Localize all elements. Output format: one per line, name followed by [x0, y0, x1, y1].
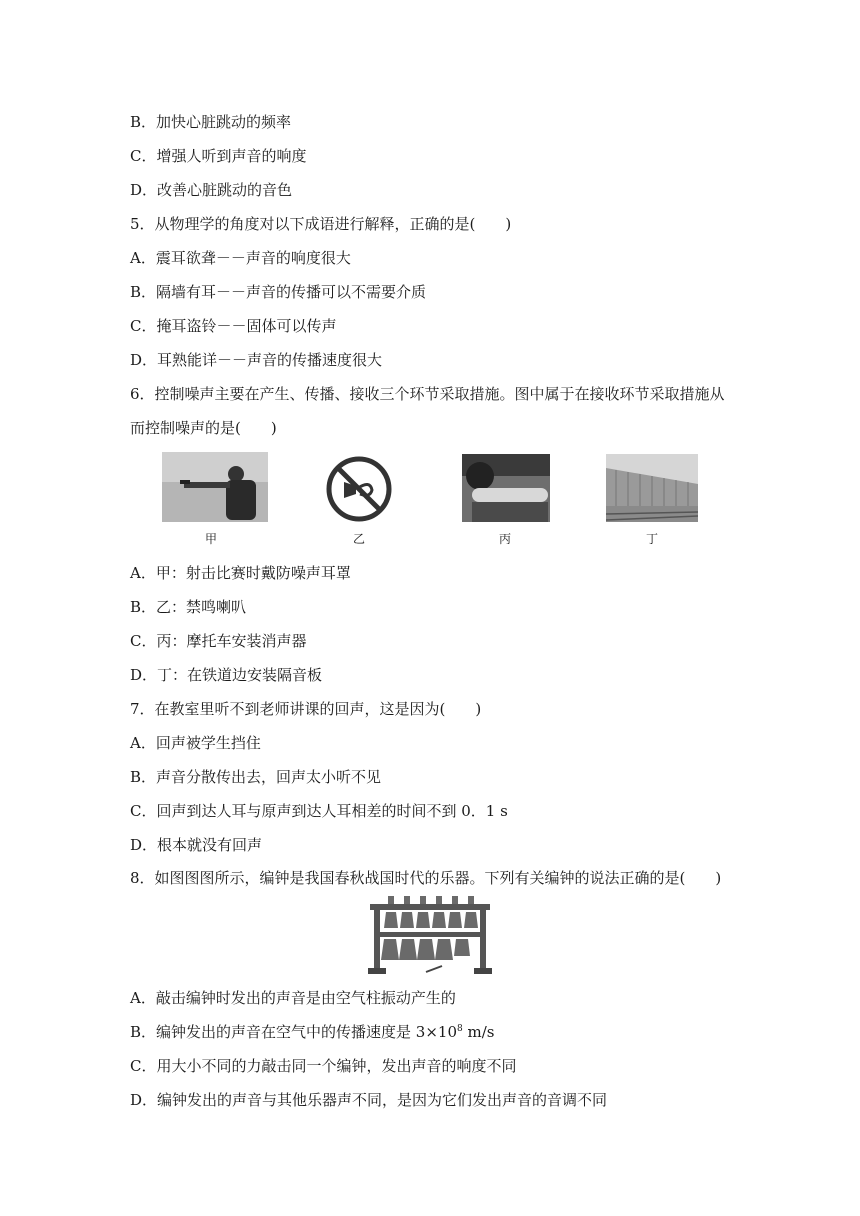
q8-option-a: A．敲击编钟时发出的声音是由空气柱振动产生的	[130, 989, 456, 1007]
q5-option-d: D．耳熟能详－－声音的传播速度很大	[130, 351, 383, 369]
q8-option-b-exponent: 8	[457, 1024, 463, 1034]
motorcycle-muffler-photo	[462, 454, 550, 522]
q4-option-d: D．改善心脏跳动的音色	[130, 181, 293, 199]
q8-option-b-unit: m/s	[462, 1023, 495, 1041]
q5-option-a: A．震耳欲聋－－声音的响度很大	[130, 249, 351, 267]
q7-option-a: A．回声被学生挡住	[130, 734, 261, 752]
q6-option-d: D．丁：在铁道边安装隔音板	[130, 666, 323, 684]
q7-option-c: C．回声到达人耳与原声到达人耳相差的时间不到 0．1 s	[130, 802, 508, 820]
q8-stem: 8．如图图图所示，编钟是我国春秋战国时代的乐器。下列有关编钟的说法正确的是( )	[130, 869, 722, 887]
q8-option-d: D．编钟发出的声音与其他乐器声不同，是因为它们发出声音的音调不同	[130, 1091, 608, 1109]
q7-stem: 7．在教室里听不到老师讲课的回声，这是因为( )	[130, 700, 482, 718]
caption-bing: 丙	[498, 532, 511, 546]
q8-option-c: C．用大小不同的力敲击同一个编钟，发出声音的响度不同	[130, 1057, 517, 1075]
bianzhong-bells-photo	[366, 894, 494, 976]
q5-option-c: C．掩耳盗铃－－固体可以传声	[130, 317, 337, 335]
shooter-earmuff-photo	[162, 452, 268, 522]
caption-yi: 乙	[352, 532, 365, 546]
q5-stem: 5．从物理学的角度对以下成语进行解释，正确的是( )	[130, 215, 512, 233]
q4-option-b: B．加快心脏跳动的频率	[130, 113, 292, 131]
q6-option-c: C．丙：摩托车安装消声器	[130, 632, 307, 650]
caption-jia: 甲	[204, 532, 217, 546]
q7-option-b: B．声音分散传出去，回声太小听不见	[130, 768, 382, 786]
q8-option-b	[130, 1022, 494, 1042]
no-horn-sign-icon	[326, 456, 392, 522]
q8-option-b-text: B．编钟发出的声音在空气中的传播速度是 3×10	[130, 1023, 457, 1041]
q6-stem-line1: 6．控制噪声主要在产生、传播、接收三个环节采取措施。图中属于在接收环节采取措施从	[130, 385, 725, 403]
q6-stem-line2: 而控制噪声的是( )	[130, 419, 277, 437]
q4-option-c: C．增强人听到声音的响度	[130, 147, 307, 165]
q5-option-b: B．隔墙有耳－－声音的传播可以不需要介质	[130, 283, 427, 301]
q7-option-d: D．根本就没有回声	[130, 836, 263, 854]
railway-sound-barrier-photo	[606, 454, 698, 522]
caption-ding: 丁	[645, 532, 658, 546]
q6-option-a: A．甲：射击比赛时戴防噪声耳罩	[130, 564, 351, 582]
q6-option-b: B．乙：禁鸣喇叭	[130, 598, 247, 616]
